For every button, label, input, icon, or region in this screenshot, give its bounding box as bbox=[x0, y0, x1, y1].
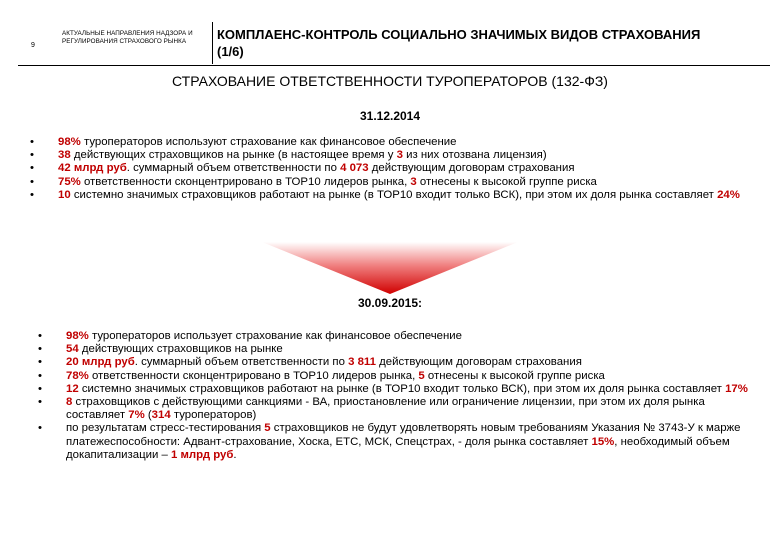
bullet-text: действующих страховщиков на рынке bbox=[78, 343, 283, 356]
header-divider-vertical bbox=[212, 22, 213, 64]
bullet-text: туроператоров) bbox=[170, 409, 257, 422]
highlighted-value: 24% bbox=[717, 188, 740, 201]
list-item bbox=[36, 396, 766, 422]
period-date-2: 30.09.2015: bbox=[357, 296, 423, 310]
bullet-icon: • bbox=[38, 396, 42, 409]
bullet-text: ответственности сконцентрировано в ТОР10 лидеров рынка, bbox=[88, 369, 419, 382]
bullet-icon: • bbox=[38, 343, 42, 356]
highlighted-value: 98% bbox=[66, 330, 89, 342]
bullet-icon: • bbox=[38, 330, 42, 342]
bullet-text: действующим договорам страхования bbox=[368, 162, 575, 175]
highlighted-value: 3 bbox=[410, 175, 417, 188]
list-item bbox=[36, 356, 766, 369]
highlighted-value: 10 bbox=[58, 188, 71, 201]
down-arrow-icon bbox=[262, 242, 518, 294]
bullet-text: страховщиков с действующими санкциями - ВА, приостановление или ограничение лицензии, при этом их доля рынка составляет bbox=[66, 396, 705, 422]
list-item bbox=[28, 189, 768, 202]
highlighted-value: 75% bbox=[58, 175, 81, 188]
bullet-text: страховщиков не будут удовлетворять новым требованиям Указания № 3743-У к марже платежеспособности: Адвант-страхование, Хоска, ЕТС, МСК, Спецстрах, - доля рынка составляет bbox=[66, 422, 741, 448]
highlighted-value: 8 bbox=[66, 396, 73, 409]
bullet-icon: • bbox=[30, 188, 34, 201]
page-title-line: КОМПЛАЕНС-КОНТРОЛЬ СОЦИАЛЬНО ЗНАЧИМЫХ ВИДОВ СТРАХОВАНИЯ bbox=[217, 27, 701, 42]
list-item bbox=[28, 149, 768, 162]
bullet-text: системно значимых страховщиков работают на рынке (в ТОР10 входит только ВСК), при этом их доля рынка составляет bbox=[78, 382, 726, 395]
highlighted-value: 1 млрд руб bbox=[171, 448, 234, 461]
list-item bbox=[28, 162, 768, 175]
page-number: 9 bbox=[31, 42, 35, 49]
highlighted-value: 314 bbox=[151, 409, 171, 422]
highlighted-value: 12 bbox=[66, 382, 79, 395]
bullet-text: отнесены к высокой группе риска bbox=[424, 369, 605, 382]
slide-subtitle: СТРАХОВАНИЕ ОТВЕТСТВЕННОСТИ ТУРОПЕРАТОРОВ (132-ФЗ) bbox=[172, 73, 608, 89]
highlighted-value: 7% bbox=[128, 409, 145, 422]
bullet-icon: • bbox=[30, 136, 34, 148]
list-item bbox=[28, 136, 768, 149]
highlighted-value: 17% bbox=[725, 382, 748, 395]
bullet-list-2014 bbox=[28, 136, 768, 202]
bullet-text: . bbox=[233, 448, 237, 461]
bullet-icon: • bbox=[38, 369, 42, 382]
bullet-text: действующим договорам страхования bbox=[375, 356, 582, 369]
page-title-line: (1/6) bbox=[217, 44, 244, 59]
section-title-line: АКТУАЛЬНЫЕ НАПРАВЛЕНИЯ НАДЗОРА И bbox=[62, 30, 193, 37]
bullet-text: действующих страховщиков на рынке (в настоящее время у bbox=[70, 149, 397, 162]
bullet-icon: • bbox=[38, 382, 42, 395]
bullet-text: туроператоров использует страхование как финансовое обеспечение bbox=[88, 330, 463, 342]
list-item bbox=[36, 330, 766, 343]
bullet-text: ( bbox=[144, 409, 152, 422]
bullet-text: . суммарный объем ответственности по bbox=[134, 356, 349, 369]
bullet-icon: • bbox=[30, 175, 34, 188]
period-date-1: 31.12.2014 bbox=[359, 109, 421, 123]
section-title bbox=[62, 30, 212, 46]
highlighted-value: 42 млрд руб bbox=[58, 162, 127, 175]
highlighted-value: 4 073 bbox=[340, 162, 369, 175]
bullet-text: системно значимых страховщиков работают на рынке (в ТОР10 входит только ВСК), при этом их доля рынка составляет bbox=[70, 188, 718, 201]
bullet-text: ответственности сконцентрировано в ТОР10 лидеров рынка, bbox=[80, 175, 411, 188]
bullet-text: . суммарный объем ответственности по bbox=[126, 162, 341, 175]
bullet-text: туроператоров используют страхование как финансовое обеспечение bbox=[80, 136, 457, 148]
list-item bbox=[36, 383, 766, 396]
highlighted-value: 78% bbox=[66, 369, 89, 382]
header-divider-horizontal bbox=[18, 65, 770, 66]
bullet-text: по результатам стресс-тестирования bbox=[66, 422, 265, 435]
list-item bbox=[36, 370, 766, 383]
highlighted-value: 20 млрд руб bbox=[66, 356, 135, 369]
list-item bbox=[28, 176, 768, 189]
highlighted-value: 98% bbox=[58, 136, 81, 148]
highlighted-value: 15% bbox=[591, 435, 615, 448]
highlighted-value: 3 811 bbox=[348, 356, 376, 369]
bullet-text: из них отозвана лицензия) bbox=[402, 149, 547, 162]
bullet-icon: • bbox=[30, 162, 34, 175]
bullet-text: , необходимый объем докапитализации – bbox=[66, 435, 730, 461]
bullet-icon: • bbox=[30, 149, 34, 162]
highlighted-value: 54 bbox=[66, 343, 79, 356]
highlighted-value: 3 bbox=[396, 149, 403, 162]
section-title-line: РЕГУЛИРОВАНИЯ СТРАХОВОГО РЫНКА bbox=[62, 38, 187, 45]
bullet-icon: • bbox=[38, 422, 42, 435]
bullet-icon: • bbox=[38, 356, 42, 369]
page-title bbox=[217, 26, 757, 60]
list-item bbox=[36, 422, 766, 462]
list-item bbox=[36, 343, 766, 356]
bullet-text: отнесены к высокой группе риска bbox=[416, 175, 597, 188]
highlighted-value: 5 bbox=[418, 369, 425, 382]
highlighted-value: 38 bbox=[58, 149, 71, 162]
bullet-list-2015 bbox=[36, 330, 766, 462]
highlighted-value: 5 bbox=[264, 422, 271, 435]
